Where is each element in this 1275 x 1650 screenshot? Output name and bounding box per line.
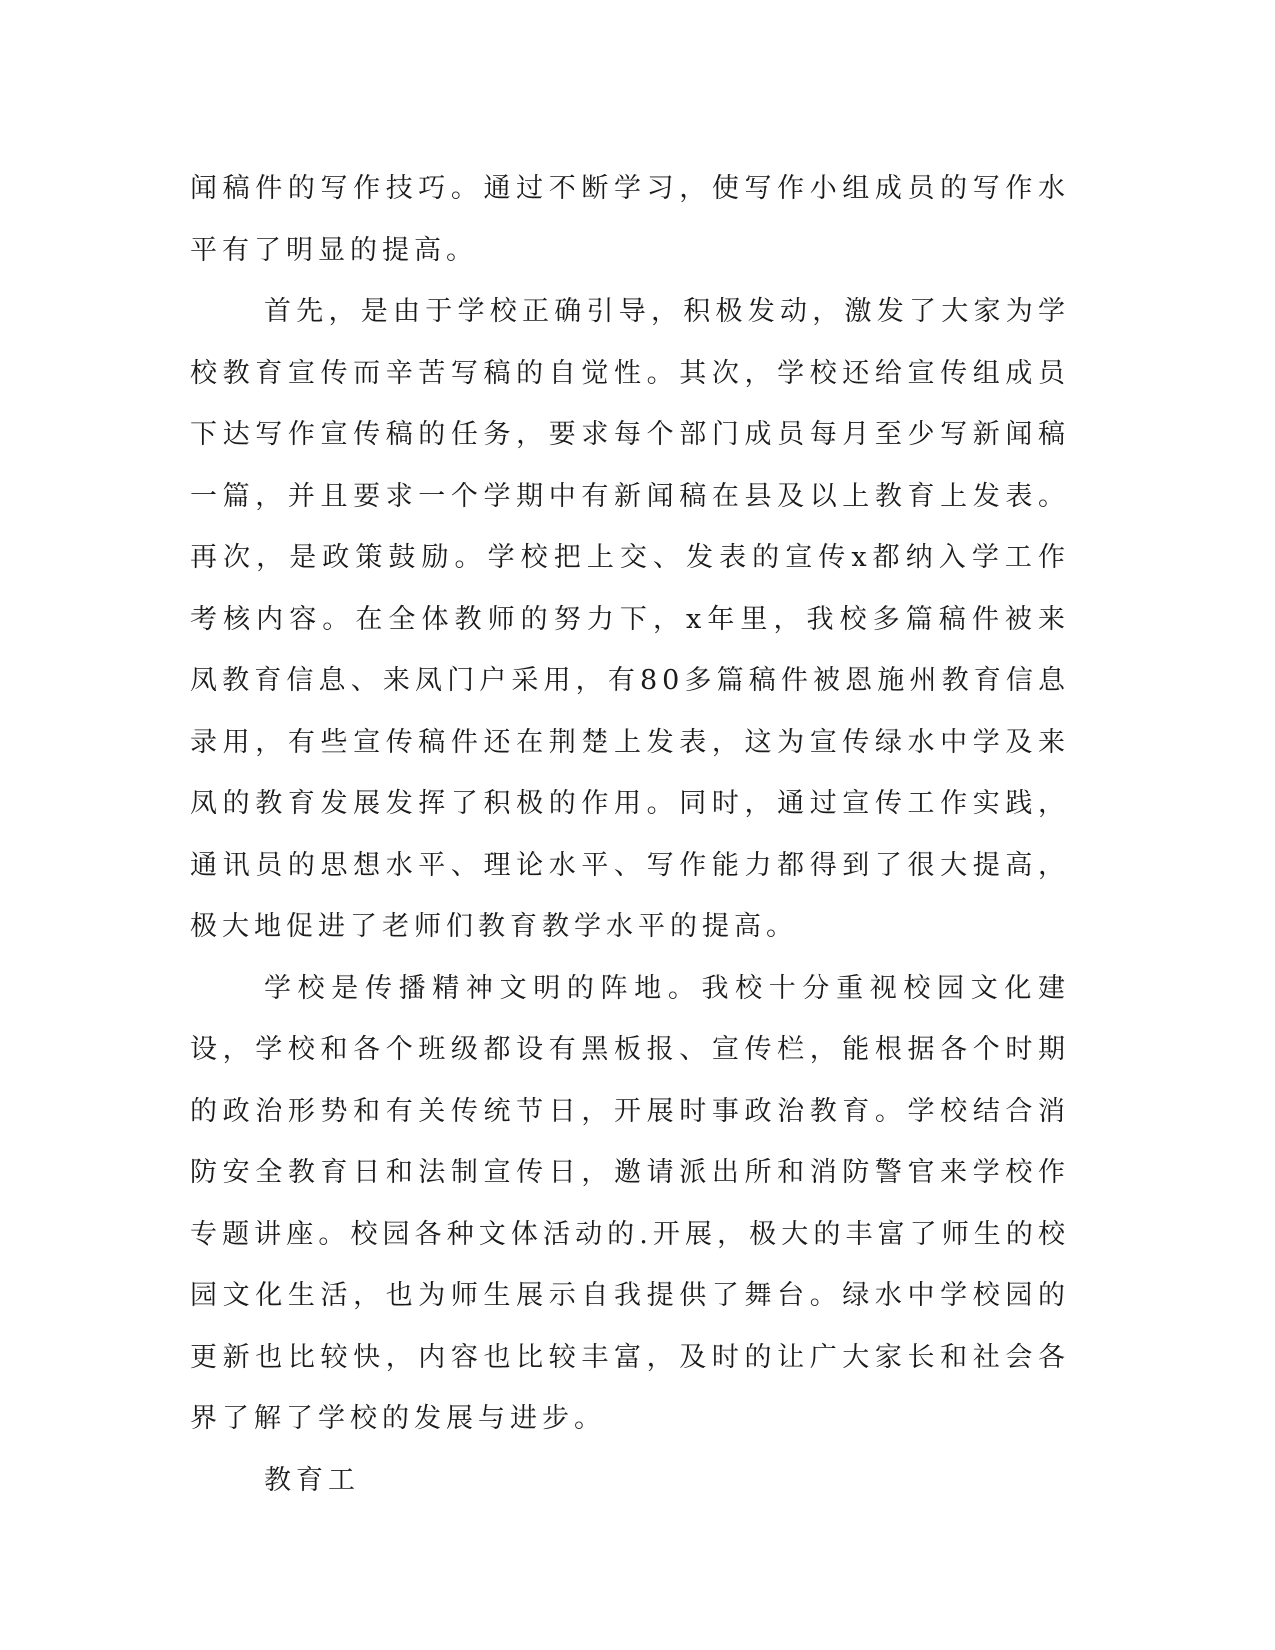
paragraph-continued: 闻稿件的写作技巧。通过不断学习，使写作小组成员的写作水平有了明显的提高。: [190, 173, 1070, 266]
paragraph-campus-culture: 学校是传播精神文明的阵地。我校十分重视校园文化建设，学校和各个班级都设有黑板报、宣传栏，能根据各个时期的政治形势和有关传统节日，开展时事政治教育。学校结合消防安全教育日和法制宣传日，邀请派出所和消防警官来学校作专题讲座。校园各种文体活动的.开展，极大的丰富了师生的校园文化生活，也为师生展示自我提供了舞台。绿水中学校园的更新也比较快，内容也比较丰富，及时的让广大家长和社会各界了解了学校的发展与进步。: [190, 972, 1070, 1434]
paragraph-education-work: 教育工: [264, 1464, 360, 1496]
document-body: [190, 158, 1070, 1511]
paragraph-publicity-work: 首先，是由于学校正确引导，积极发动，激发了大家为学校教育宣传而辛苦写稿的自觉性。其次，学校还给宣传组成员下达写作宣传稿的任务，要求每个部门成员每月至少写新闻稿一篇，并且要求一个学期中有新闻稿在县及以上教育上发表。再次，是政策鼓励。学校把上交、发表的宣传x都纳入学工作考核内容。在全体教师的努力下，x年里，我校多篇稿件被来凤教育信息、来凤门户采用，有80多篇稿件被恩施州教育信息录用，有些宣传稿件还在荆楚上发表，这为宣传绿水中学及来凤的教育发展发挥了积极的作用。同时，通过宣传工作实践，通讯员的思想水平、理论水平、写作能力都得到了很大提高，极大地促进了老师们教育教学水平的提高。: [190, 296, 1070, 942]
